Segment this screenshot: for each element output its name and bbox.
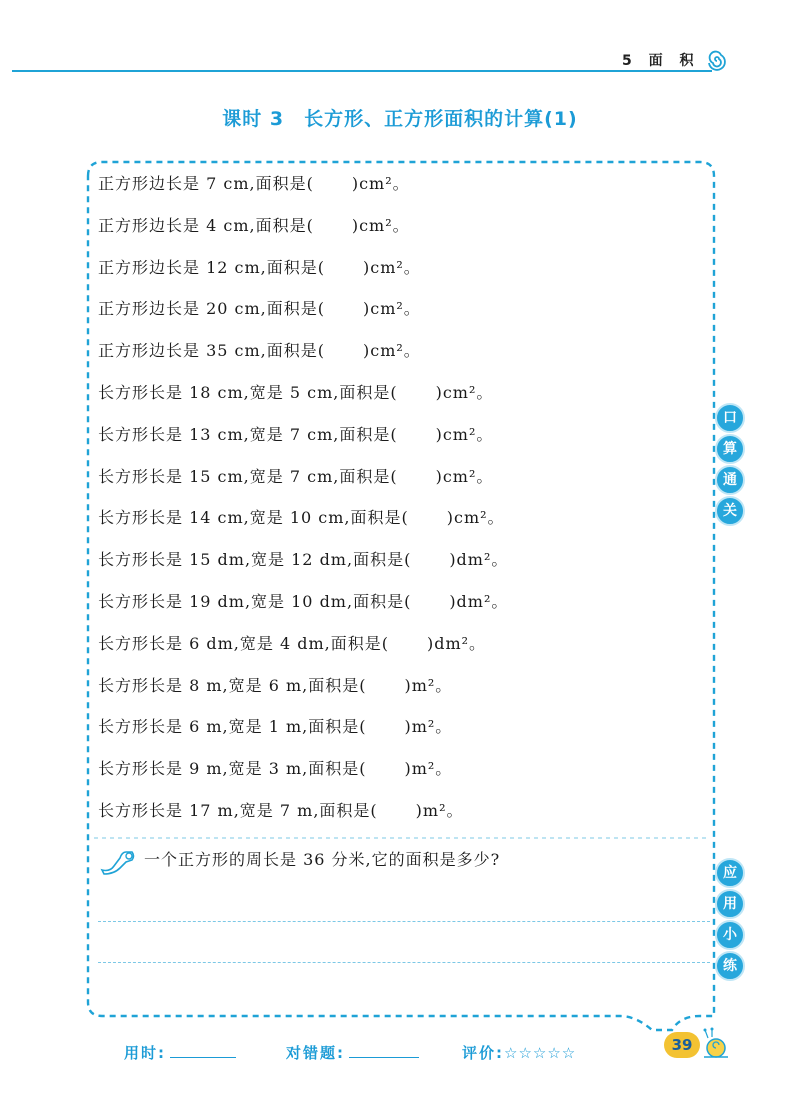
- errors-label: 对错题:: [286, 1044, 345, 1062]
- problem-item: [98, 211, 508, 253]
- problem-item: [98, 420, 508, 462]
- side-tab-practice-1: 应: [715, 858, 745, 888]
- problem-item: [98, 253, 508, 295]
- problem-unit: )dm²。: [449, 591, 509, 611]
- problem-item: [98, 545, 508, 587]
- side-tab-mental-3: 通: [715, 465, 745, 495]
- problem-unit: )cm²。: [351, 215, 410, 235]
- problem-unit: )m²。: [404, 717, 453, 737]
- answer-line[interactable]: [98, 962, 710, 963]
- problem-item: [98, 754, 508, 796]
- problem-unit: )cm²。: [351, 174, 410, 193]
- side-tab-practice-3: 小: [715, 920, 745, 950]
- problem-unit: )dm²。: [426, 633, 487, 653]
- side-tab-practice-4: 练: [715, 951, 745, 981]
- rating-label: 评价:: [462, 1044, 504, 1062]
- problem-text: 正方形边长是 35 cm,面积是(: [98, 341, 325, 361]
- problem-item: [98, 336, 508, 378]
- problem-unit: )dm²。: [449, 550, 509, 570]
- problem-text: 正方形边长是 12 cm,面积是(: [98, 257, 325, 277]
- problem-item: [98, 671, 508, 713]
- time-blank[interactable]: [170, 1043, 236, 1058]
- snail-icon: [694, 1024, 734, 1064]
- problem-unit: )cm²。: [435, 382, 494, 402]
- problem-unit: )cm²。: [363, 257, 421, 277]
- problem-text: 长方形长是 14 cm,宽是 10 cm,面积是(: [98, 508, 409, 528]
- problem-item: [98, 378, 508, 420]
- trophy-icon: [100, 846, 138, 876]
- problem-text: 长方形长是 15 cm,宽是 7 cm,面积是(: [98, 466, 398, 486]
- page-number: 39: [664, 1032, 700, 1058]
- problem-unit: )cm²。: [363, 341, 421, 361]
- problem-text: 长方形长是 6 dm,宽是 4 dm,面积是(: [98, 633, 389, 653]
- side-tab-practice-2: 用: [715, 889, 745, 919]
- problem-unit: )m²。: [404, 675, 453, 695]
- side-tab-mental-2: 算: [715, 434, 745, 464]
- problem-item: [98, 587, 508, 629]
- chapter-label: 5 面 积: [622, 53, 700, 69]
- problem-item: [98, 796, 508, 838]
- rating-stars[interactable]: ☆☆☆☆☆: [504, 1044, 577, 1062]
- problem-item: [98, 629, 508, 671]
- problem-item: [98, 169, 508, 211]
- problem-unit: )m²。: [404, 759, 453, 779]
- problem-unit: )cm²。: [363, 299, 421, 319]
- problem-text: 正方形边长是 7 cm,面积是(: [98, 174, 314, 193]
- lesson-topic: 长方形、正方形面积的计算(1): [304, 108, 578, 130]
- problem-item: [98, 462, 508, 504]
- problem-text: 正方形边长是 20 cm,面积是(: [98, 299, 325, 319]
- answer-line[interactable]: [98, 921, 710, 922]
- problem-text: 长方形长是 6 m,宽是 1 m,面积是(: [98, 717, 367, 737]
- problem-text: 长方形长是 19 dm,宽是 10 dm,面积是(: [98, 591, 412, 611]
- problem-text: 长方形长是 13 cm,宽是 7 cm,面积是(: [98, 424, 398, 444]
- side-tab-mental-4: 关: [715, 496, 745, 526]
- lesson-number: 课时 3: [222, 108, 285, 130]
- problem-unit: )cm²。: [435, 424, 494, 444]
- problem-text: 长方形长是 17 m,宽是 7 m,面积是(: [98, 800, 378, 820]
- rating-field: [462, 1042, 576, 1063]
- problem-text: 长方形长是 8 m,宽是 6 m,面积是(: [98, 675, 367, 695]
- time-field: [124, 1042, 236, 1063]
- problem-text: 长方形长是 15 dm,宽是 12 dm,面积是(: [98, 550, 412, 570]
- problem-unit: )cm²。: [446, 508, 505, 528]
- errors-field: [286, 1042, 419, 1063]
- problem-text: 正方形边长是 4 cm,面积是(: [98, 215, 314, 235]
- problem-unit: )cm²。: [435, 466, 494, 486]
- problem-unit: )m²。: [415, 800, 464, 820]
- word-problem: 一个正方形的周长是 36 分米,它的面积是多少?: [144, 850, 501, 869]
- side-tab-mental-1: 口: [715, 403, 745, 433]
- problem-text: 长方形长是 9 m,宽是 3 m,面积是(: [98, 759, 367, 779]
- errors-blank[interactable]: [349, 1043, 419, 1058]
- time-label: 用时:: [124, 1044, 166, 1062]
- problem-item: [98, 503, 508, 545]
- problem-item: [98, 294, 508, 336]
- problem-item: [98, 712, 508, 754]
- mental-math-list: [98, 169, 508, 838]
- problem-text: 长方形长是 18 cm,宽是 5 cm,面积是(: [98, 382, 398, 402]
